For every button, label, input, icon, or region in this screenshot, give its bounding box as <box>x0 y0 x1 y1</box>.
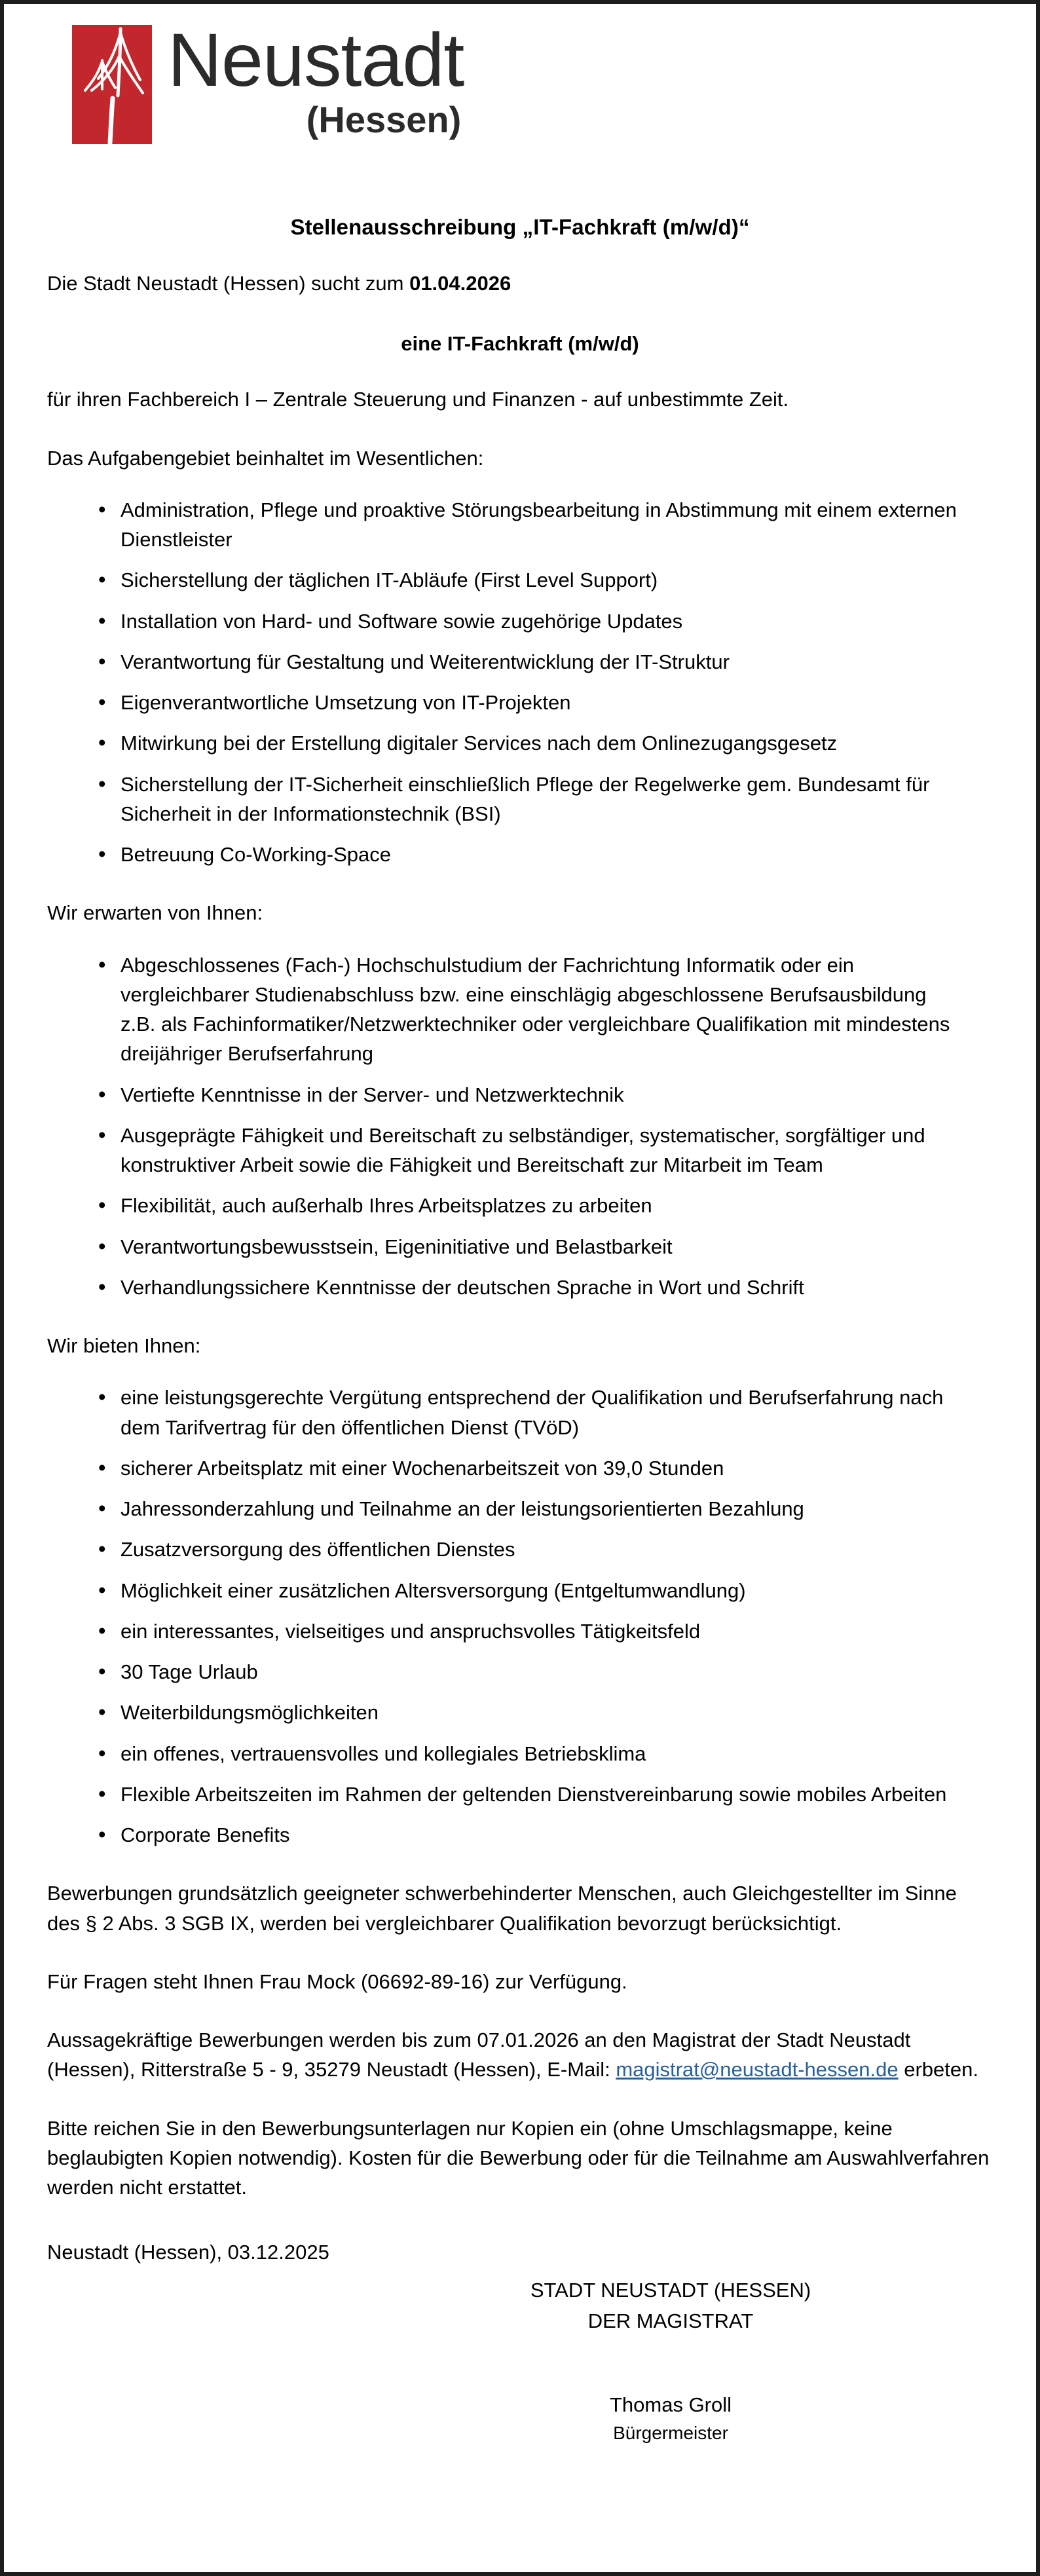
signature-block <box>47 2237 993 2444</box>
list-item: • eine leistungsgerechte Vergütung entsprechend der Qualifikation und Berufserfahrung nach dem Tarifvertrag für den öffentlichen Dienst (TVöD) <box>47 1383 993 1442</box>
list-item: • Vertiefte Kenntnisse in der Server- und Netzwerktechnik <box>47 1080 993 1110</box>
list-item: • Eigenverantwortliche Umsetzung von IT-Projekten <box>47 688 993 717</box>
list-item: • Möglichkeit einer zusätzlichen Altersversorgung (Entgeltumwandlung) <box>47 1576 993 1605</box>
list-item: • Verantwortung für Gestaltung und Weiterentwicklung der IT-Struktur <box>47 647 993 677</box>
authority-body: DER MAGISTRAT <box>587 2309 754 2332</box>
application-note <box>47 2025 993 2085</box>
offers-list <box>47 1383 993 1850</box>
list-item: • Installation von Hard- und Software sowie zugehörige Updates <box>47 607 993 636</box>
intro-prefix: Die Stadt Neustadt (Hessen) sucht zum <box>47 272 410 295</box>
list-item: • Abgeschlossenes (Fach-) Hochschulstudium der Fachrichtung Informatik oder ein vergleichbarer Studienabschluss bzw. eine einschlägig abgeschlossene Berufsausbildung z.B. als Fachinformatiker/Netzwerktechniker oder vergleichbare Qualifikation mit mindestens dreijähriger Berufserfahrung <box>47 950 993 1069</box>
application-email-link[interactable]: magistrat@neustadt-hessen.de <box>616 2058 899 2081</box>
list-item: • sicherer Arbeitsplatz mit einer Wochenarbeitszeit von 39,0 Stunden <box>47 1453 993 1483</box>
logo-state-name: (Hessen) <box>306 98 462 140</box>
page-content <box>4 4 1036 2572</box>
department-line: für ihren Fachbereich I – Zentrale Steuerung und Finanzen - auf unbestimmte Zeit. <box>47 388 789 411</box>
list-item: • Verantwortungsbewusstsein, Eigeninitiative und Belastbarkeit <box>47 1232 993 1261</box>
logo-city-name: Neustadt <box>168 18 464 102</box>
list-item: • ein offenes, vertrauensvolles und kollegiales Betriebsklima <box>47 1739 993 1768</box>
intro-line <box>47 269 993 298</box>
list-item: • Ausgeprägte Fähigkeit und Bereitschaft zu selbständiger, systematischer, sorgfältiger und konstruktiver Arbeit sowie die Fähigkeit und Bereitschaft zur Mitarbeit im Team <box>47 1121 993 1180</box>
application-text-before-email: Aussagekräftige Bewerbungen werden bis zum 07.01.2026 an den Magistrat der Stadt Neustadt (Hessen), Ritterstraße 5 - 9, 35279 Neustadt (Hessen), E-Mail: <box>47 2028 911 2081</box>
list-item: • 30 Tage Urlaub <box>47 1657 993 1687</box>
logo-wordmark <box>168 18 464 140</box>
contact-note: Für Fragen steht Ihnen Frau Mock (06692-89-16) zur Verfügung. <box>47 1969 627 1993</box>
tasks-heading: Das Aufgabengebiet beinhaltet im Wesentlichen: <box>47 446 484 470</box>
page-title: Stellenausschreibung „IT-Fachkraft (m/w/d)“ <box>290 215 750 239</box>
place-date: Neustadt (Hessen), 03.12.2025 <box>47 2241 329 2264</box>
list-item: • Jahressonderzahlung und Teilnahme an der leistungsorientierten Bezahlung <box>47 1494 993 1523</box>
list-item: • Betreuung Co-Working-Space <box>47 840 993 869</box>
list-item: • Administration, Pflege und proaktive Störungsbearbeitung in Abstimmung mit einem externen Dienstleister <box>47 495 993 555</box>
list-item: • Weiterbildungsmöglichkeiten <box>47 1698 993 1727</box>
list-item: • Sicherstellung der täglichen IT-Abläufe (First Level Support) <box>47 565 993 595</box>
signer-name: Thomas Groll <box>609 2393 732 2417</box>
expectations-heading: Wir erwarten von Ihnen: <box>47 901 263 925</box>
tasks-list <box>47 495 993 870</box>
start-date: 01.04.2026 <box>409 272 511 295</box>
list-item: • Flexible Arbeitszeiten im Rahmen der geltenden Dienstvereinbarung sowie mobiles Arbeiten <box>47 1780 993 1809</box>
list-item: • ein interessantes, vielseitiges und anspruchsvolles Tätigkeitsfeld <box>47 1616 993 1646</box>
position-headline: eine IT-Fachkraft (m/w/d) <box>401 332 639 356</box>
authority-name: STADT NEUSTADT (HESSEN) <box>530 2279 811 2302</box>
expectations-list <box>47 950 993 1303</box>
list-item: • Zusatzversorgung des öffentlichen Dienstes <box>47 1535 993 1564</box>
authority-block <box>47 2275 993 2336</box>
spruce-tree-icon <box>72 25 152 144</box>
signer-role: Bürgermeister <box>613 2423 728 2444</box>
application-text-after-email: erbeten. <box>898 2058 978 2081</box>
offers-heading: Wir bieten Ihnen: <box>47 1334 201 1357</box>
signer-block <box>47 2391 993 2447</box>
list-item: • Flexibilität, auch außerhalb Ihres Arbeitsplatzes zu arbeiten <box>47 1191 993 1220</box>
list-item: • Sicherstellung der IT-Sicherheit einschließlich Pflege der Regelwerke gem. Bundesamt für Sicherheit in der Informationstechnik (BSI) <box>47 770 993 829</box>
city-logo <box>72 18 993 191</box>
list-item: • Verhandlungssichere Kenntnisse der deutschen Sprache in Wort und Schrift <box>47 1273 993 1302</box>
list-item: • Mitwirkung bei der Erstellung digitaler Services nach dem Onlinezugangsgesetz <box>47 728 993 758</box>
copies-note: Bitte reichen Sie in den Bewerbungsunterlagen nur Kopien ein (ohne Umschlagsmappe, keine beglaubigten Kopien notwendig). Kosten für die Bewerbung oder für die Teilnahme am Auswahlverfahren werden nicht erstattet. <box>47 2116 990 2199</box>
disability-note: Bewerbungen grundsätzlich geeigneter schwerbehinderter Menschen, auch Gleichgestellter im Sinne des § 2 Abs. 3 SGB IX, werden bei vergleichbarer Qualifikation bevorzugt berücksichtigt. <box>47 1882 957 1935</box>
list-item: • Corporate Benefits <box>47 1820 993 1850</box>
